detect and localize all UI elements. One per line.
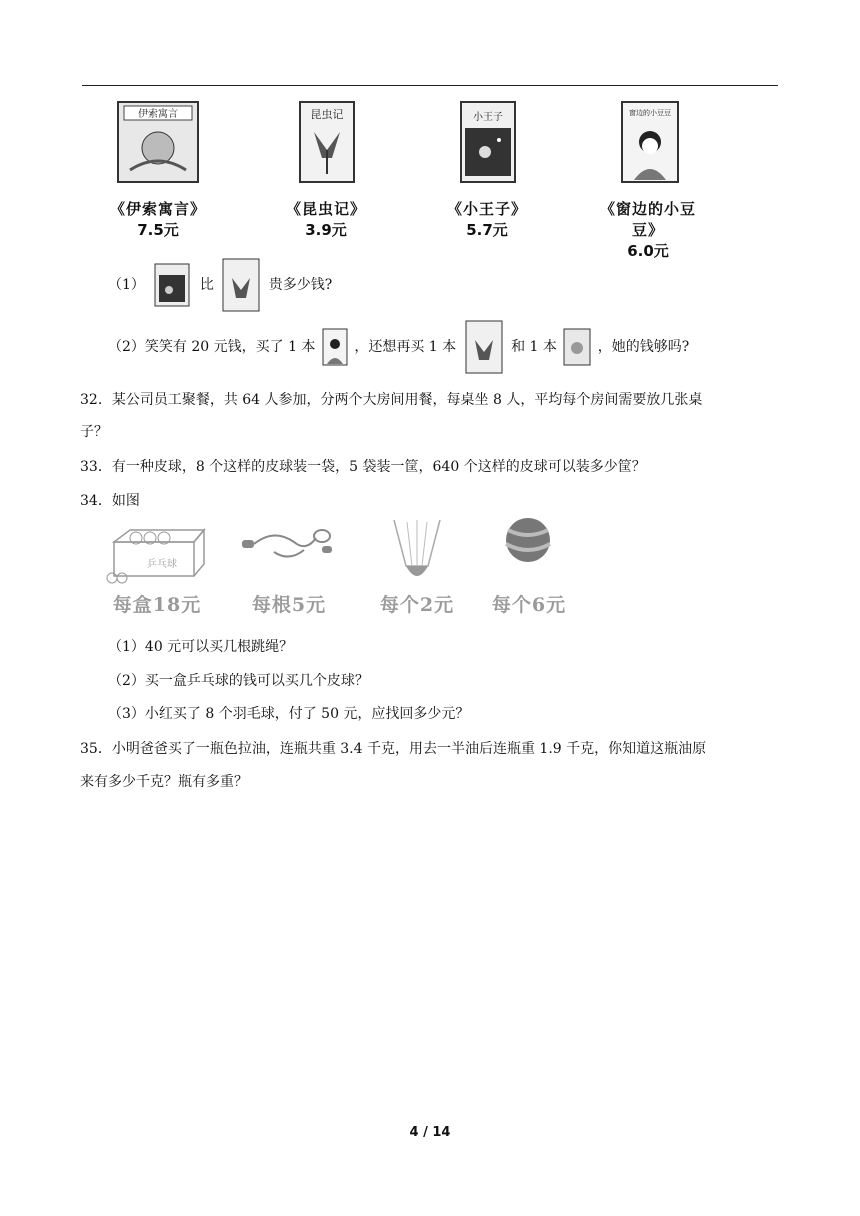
item-jump-rope: [234, 512, 344, 616]
ping-pong-box-icon: [104, 512, 214, 586]
question-35-line-2: 来有多少千克？瓶有多重？: [80, 774, 248, 790]
question-34-part-1: （1）40 元可以买几根跳绳？: [108, 639, 294, 655]
question-34-part-3: （3）小红买了 8 个羽毛球，付了 50 元，应找回多少元？: [108, 706, 470, 722]
item-ping-pong: [104, 512, 214, 616]
shuttlecock-icon: [362, 512, 472, 586]
box-text: 乒乓球: [147, 559, 177, 570]
book-thumb-little-prince-icon: [151, 263, 193, 307]
question-35-line-1: 35．小明爸爸买了一瓶色拉油，连瓶共重 3.4 千克，用去一半油后连瓶重 1.9 千克，你知道这瓶油原: [80, 741, 707, 757]
book-cover-little-prince-icon: [445, 100, 529, 184]
jump-rope-icon: [234, 512, 344, 586]
item-shuttlecock: [362, 512, 472, 616]
book-cover-text: 小王子: [473, 112, 503, 123]
book-aesop: [108, 100, 208, 240]
book-cover-totto-chan-icon: [606, 100, 690, 184]
question-34-part-2: （2）买一盒乒乓球的钱可以买几个皮球？: [108, 673, 369, 689]
header-rule: [82, 85, 778, 86]
item-price-label: 每根5元: [251, 594, 327, 616]
book-cover-text: 伊索寓言: [138, 109, 178, 120]
book-cover-text: 昆虫记: [310, 108, 344, 121]
question-31-part-1: （1） 比 贵多少钱?: [108, 258, 332, 312]
book-title: 《昆虫记》: [285, 200, 366, 218]
book-cover-aesop-icon: [116, 100, 200, 184]
book-title: 《窗边的小豆豆》: [599, 200, 696, 239]
book-thumb-aesop-icon: [563, 328, 591, 366]
book-thumb-totto-chan-icon: [322, 328, 348, 366]
question-32-line-1: 32．某公司员工聚餐，共 64 人参加，分两个大房间用餐，每桌坐 8 人，平均每个房间需要放几张桌: [80, 392, 703, 408]
question-33: 33．有一种皮球，8 个这样的皮球装一袋，5 袋装一筐，640 个这样的皮球可以装多少筐？: [80, 459, 646, 475]
question-31-part-2: （2）笑笑有 20 元钱，买了 1 本 ，还想再买 1 本 和 1 本 ，她的钱够吗?: [108, 320, 689, 374]
item-ball: [488, 512, 598, 616]
item-price-label: 每个6元: [491, 594, 567, 616]
book-thumb-insects-icon: [463, 320, 505, 374]
book-thumb-insects-icon: [220, 258, 262, 312]
book-insects: [276, 100, 376, 240]
book-price: 6.0元: [627, 242, 669, 260]
question-32-line-2: 子？: [80, 424, 108, 440]
book-title: 《小王子》: [446, 200, 527, 218]
ball-icon: [488, 512, 598, 586]
book-price: 5.7元: [466, 221, 508, 239]
question-34-stem: 34．如图: [80, 493, 140, 509]
item-price-label: 每个2元: [379, 594, 455, 616]
book-cover-insects-icon: [284, 100, 368, 184]
book-price: 7.5元: [137, 221, 179, 239]
book-totto-chan: [598, 100, 698, 261]
book-cover-text: 窗边的小豆豆: [629, 109, 671, 117]
book-title: 《伊索寓言》: [109, 200, 206, 218]
item-price-label: 每盒18元: [112, 594, 202, 616]
book-little-prince: [437, 100, 537, 240]
page-number: 4 / 14: [409, 1125, 451, 1140]
price-items-figure: [104, 512, 604, 622]
book-price: 3.9元: [305, 221, 347, 239]
